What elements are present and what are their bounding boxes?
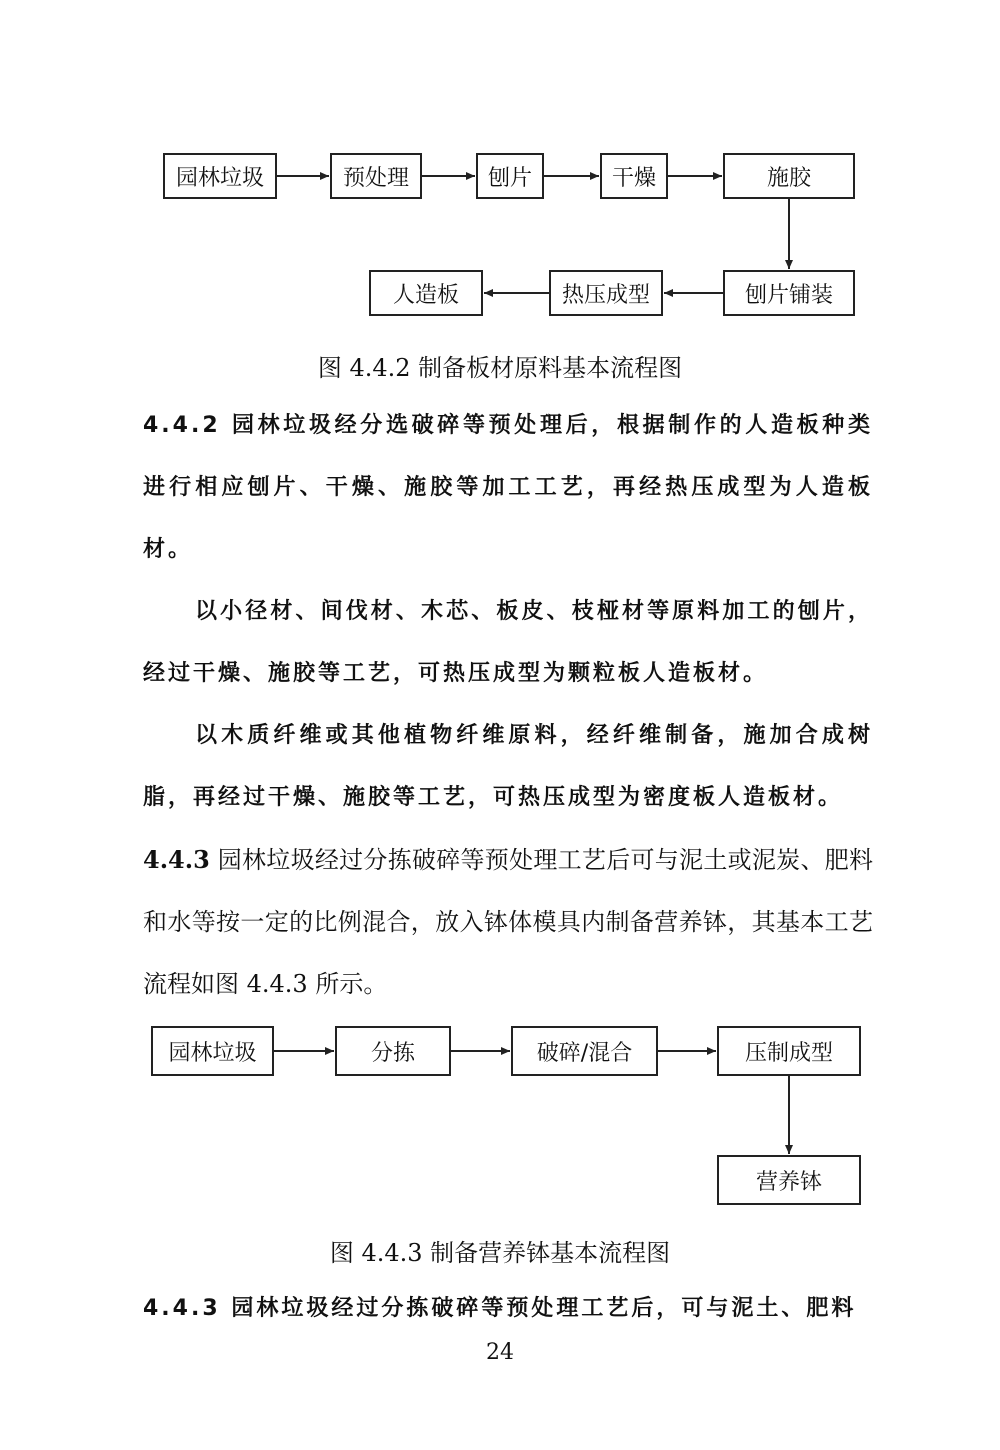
flow-node-drying: 干燥 <box>600 153 668 199</box>
section-4-4-3-repeat-paragraph <box>143 1278 873 1340</box>
flow2-node-sorting: 分拣 <box>335 1026 451 1076</box>
flow-node-gluing: 施胶 <box>723 153 855 199</box>
flow2-node-nutrition-pot: 营养钵 <box>717 1155 861 1205</box>
section-number: 4.4.2 <box>143 413 221 438</box>
flow-node-chip-laying: 刨片铺装 <box>723 270 855 316</box>
particleboard-paragraph: 以小径材、间伐材、木芯、板皮、枝桠材等原料加工的刨片，经过干燥、施胶等工艺，可热压成型为颗粒板人造板材。 <box>143 599 873 686</box>
fiberboard-paragraph: 以木质纤维或其他植物纤维原料，经纤维制备，施加合成树脂，再经过干燥、施胶等工艺，可热压成型为密度板人造板材。 <box>143 723 873 810</box>
section-text: 园林垃圾经分选破碎等预处理后，根据制作的人造板种类进行相应刨片、干燥、施胶等加工工艺，再经热压成型为人造板材。 <box>143 413 873 562</box>
section-text: 园林垃圾经过分拣破碎等预处理工艺后，可与泥土、肥料 <box>231 1296 857 1321</box>
flow2-node-garden-waste: 园林垃圾 <box>151 1026 274 1076</box>
page-number: 24 <box>486 1340 514 1365</box>
section-text: 园林垃圾经过分拣破碎等预处理工艺后可与泥土或泥炭、肥料和水等按一定的比例混合，放入钵体模具内制备营养钵，其基本工艺流程如图 4.4.3 所示。 <box>143 846 873 998</box>
flow-node-chipping: 刨片 <box>476 153 544 199</box>
figure-caption-4-4-3: 图 4.4.3 制备营养钵基本流程图 <box>329 1239 671 1267</box>
flow-node-artificial-board: 人造板 <box>369 270 483 316</box>
flow2-node-press-forming: 压制成型 <box>717 1026 861 1076</box>
flow-node-hot-pressing: 热压成型 <box>549 270 663 316</box>
flow-node-garden-waste: 园林垃圾 <box>163 153 277 199</box>
section-number: 4.4.3 <box>143 1296 221 1321</box>
section-number: 4.4.3 <box>143 845 210 874</box>
section-4-4-2-paragraph <box>143 395 873 581</box>
flow-node-pretreatment: 预处理 <box>330 153 422 199</box>
flow2-node-crush-mix: 破碎/混合 <box>511 1026 658 1076</box>
section-4-4-3-paragraph <box>143 829 873 1015</box>
figure-caption-4-4-2: 图 4.4.2 制备板材原料基本流程图 <box>317 354 683 382</box>
